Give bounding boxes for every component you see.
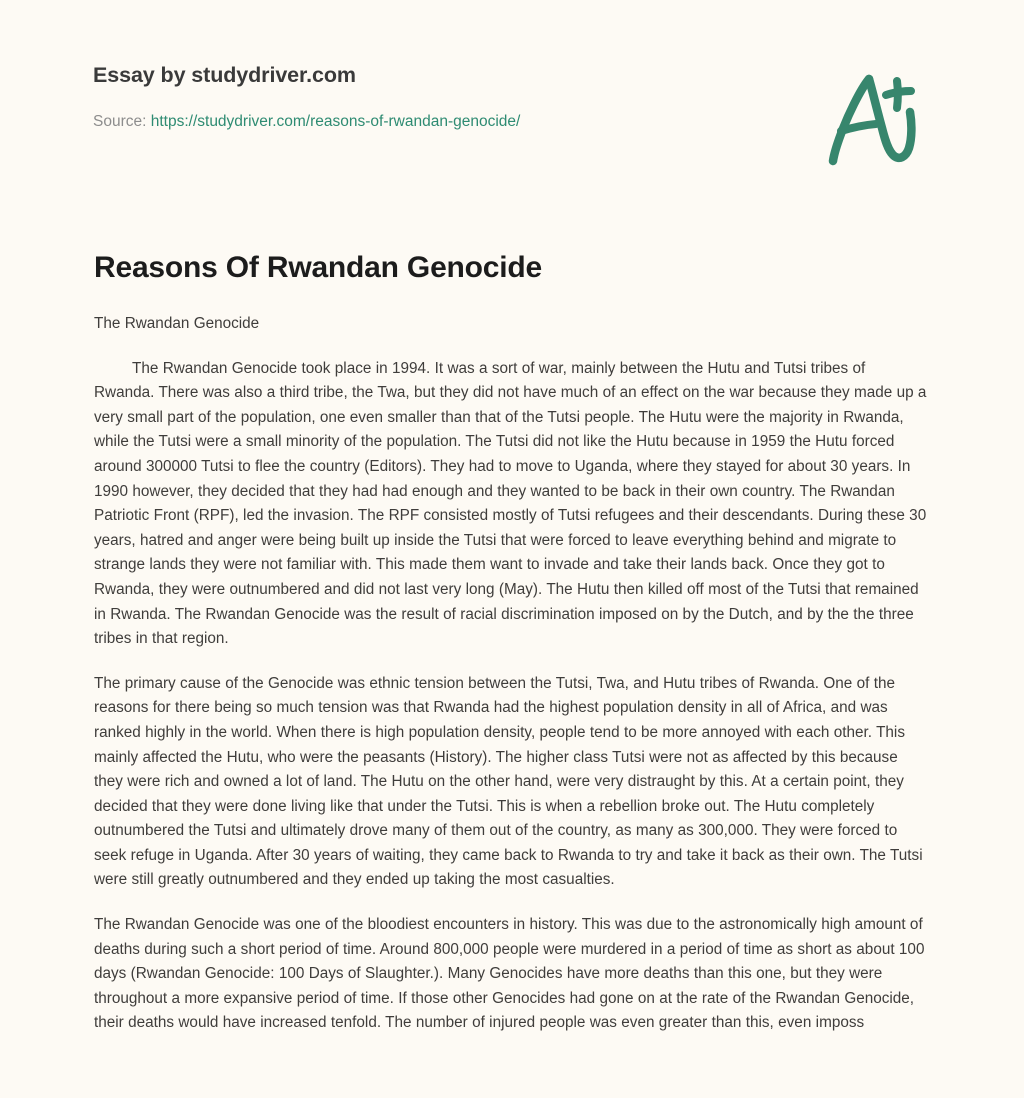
source-line	[93, 90, 793, 132]
essay-subheading: The Rwandan Genocide	[94, 315, 260, 332]
source-url-link[interactable]: https://studydriver.com/reasons-of-rwandan-genocide/	[150, 113, 521, 130]
header-text-block	[93, 60, 793, 132]
essay-byline: Essay by studydriver.com	[93, 63, 356, 87]
essay-paragraph-2: The primary cause of the Genocide was ethnic tension between the Tutsi, Twa, and Hutu tribes of Rwanda. One of the reasons for there being so much tension was that Rwanda had the highest population density in all of Africa, and was ranked highly in the world. When there is high population density, people tend to be more annoyed with each other. This mainly affected the Hutu, who were the peasants (History). The higher class Tutsi were not as affected by this because they were rich and owned a lot of land. The Hutu on the other hand, were very distraught by this. At a certain point, they decided that they were done living like that under the Tutsi. This is when a rebellion broke out. The Hutu completely outnumbered the Tutsi and ultimately drove many of them out of the country, as many as 300,000. They were forced to seek refuge in Uganda. After 30 years of waiting, they came back to Rwanda to try and take it back as their own. The Tutsi were still greatly outnumbered and they ended up taking the most casualties.	[94, 674, 923, 889]
page-title: Reasons Of Rwandan Genocide	[94, 251, 543, 284]
essay-paragraph-1: The Rwandan Genocide took place in 1994. It was a sort of war, mainly between the Hutu and Tutsi tribes of Rwanda. There was also a third tribe, the Twa, but they did not have much of an effect on the war because they made up a very small part of the population, one even smaller than that of the Tutsi people. The Hutu were the majority in Rwanda, while the Tutsi were a small minority of the population. The Tutsi did not like the Hutu because in 1959 the Hutu forced around 300000 Tutsi to flee the country (Editors). They had to move to Uganda, where they stayed for about 30 years. In 1990 however, they decided that they had had enough and they wanted to be back in their own country. The Rwandan Patriotic Front (RPF), led the invasion. The RPF consisted mostly of Tutsi refugees and their descendants. During these 30 years, hatred and anger were being built up inside the Tutsi that were forced to leave everything behind and migrate to strange lands they were not familiar with. This made them want to invade and take their lands back. Once they got to Rwanda, they were outnumbered and did not last very long (May). The Hutu then killed off most of the Tutsi that remained in Rwanda. The Rwandan Genocide was the result of racial discrimination imposed on by the Dutch, and by the the three tribes in that region.	[94, 359, 927, 648]
essay-paragraph-3: The Rwandan Genocide was one of the bloodiest encounters in history. This was due to the astronomically high amount of deaths during such a short period of time. Around 800,000 people were murdered in a period of time as short as about 100 days (Rwandan Genocide: 100 Days of Slaughter.). Many Genocides have more deaths than this one, but they were throughout a more expansive period of time. If those other Genocides had gone on at the rate of the Rwandan Genocide, their deaths would have increased tenfold. The number of injured people was even greater than this, even imposs	[94, 916, 925, 1032]
essay-body	[94, 312, 928, 1036]
source-label: Source:	[93, 113, 147, 130]
page-header	[0, 0, 1024, 190]
studydriver-a-plus-logo-icon	[814, 62, 922, 170]
